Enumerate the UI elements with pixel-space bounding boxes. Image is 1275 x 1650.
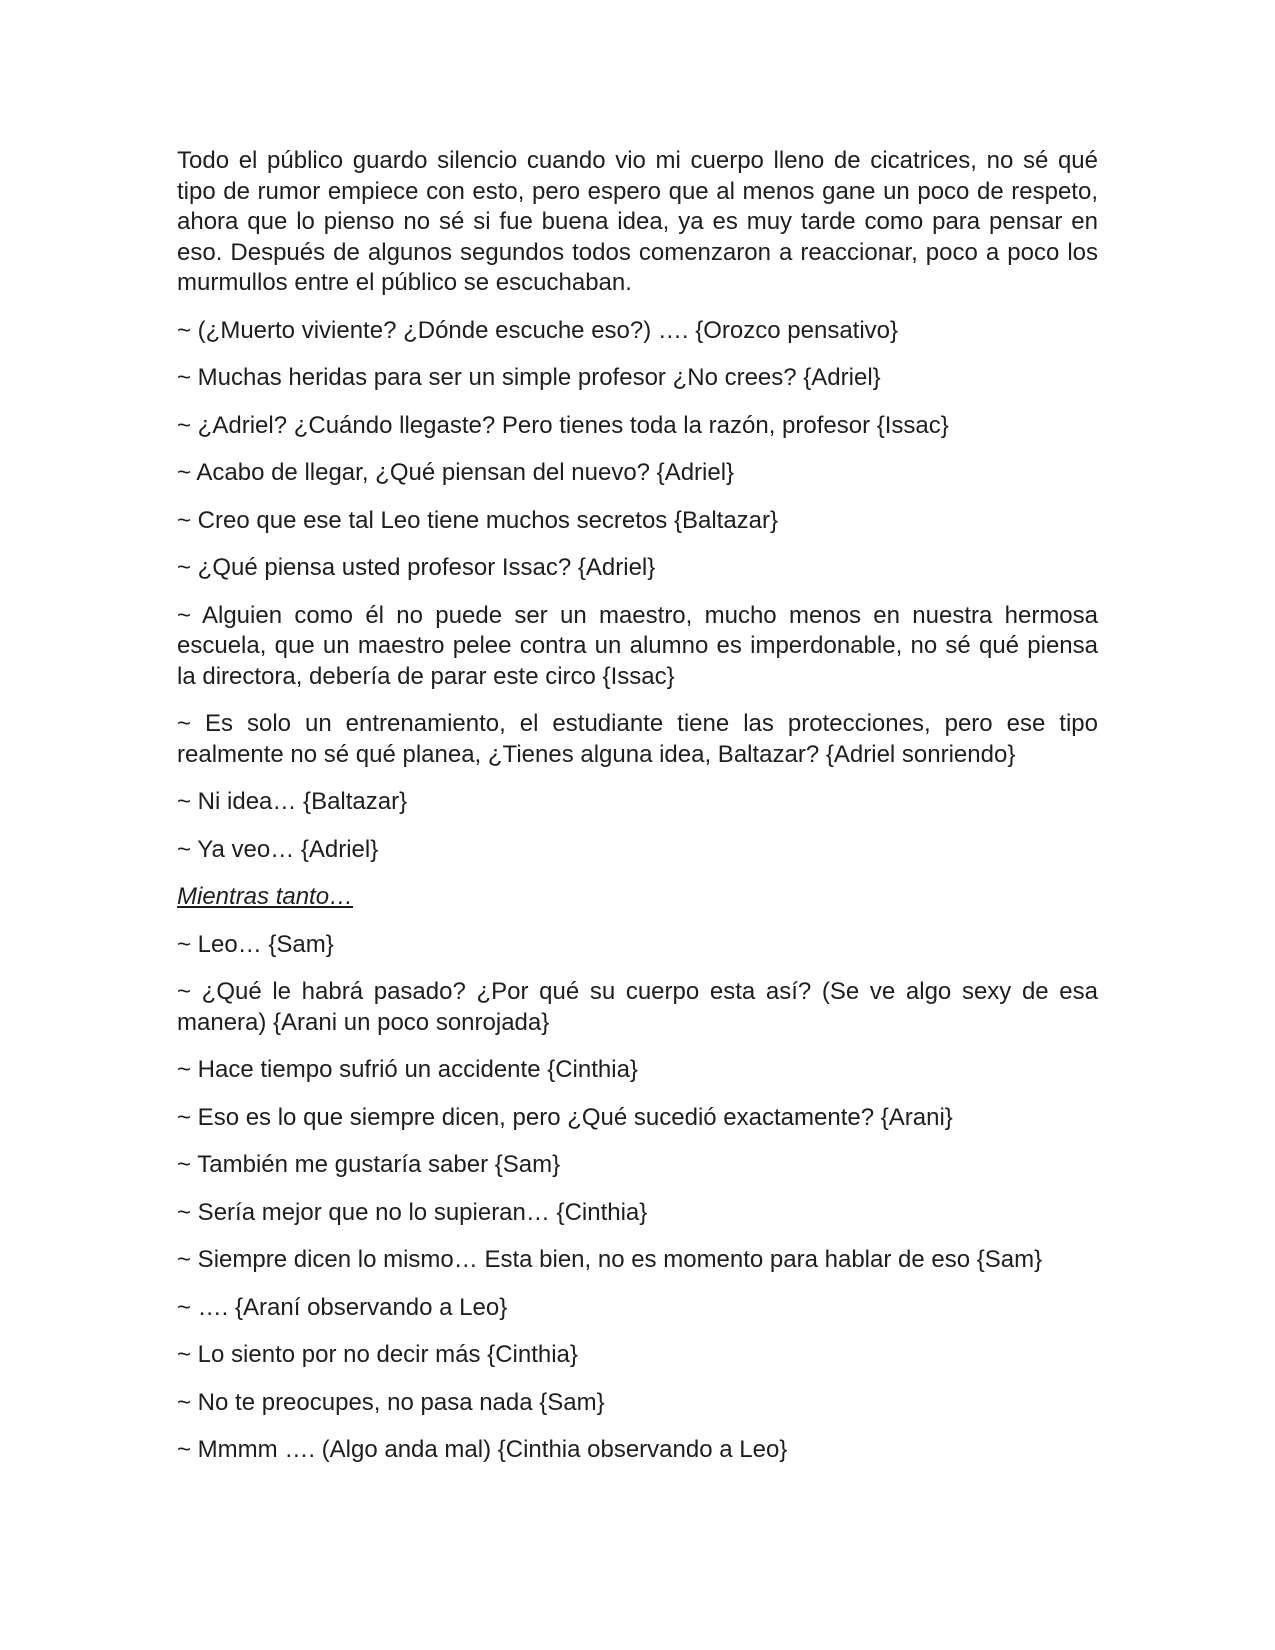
- dialogue-line: ~ Mmmm …. (Algo anda mal) {Cinthia observando a Leo}: [177, 1436, 788, 1463]
- dialogue-line: ~ ¿Adriel? ¿Cuándo llegaste? Pero tienes toda la razón, profesor {Issac}: [177, 411, 949, 439]
- dialogue-line: ~ Lo siento por no decir más {Cinthia}: [177, 1341, 578, 1368]
- dialogue-paragraph: ~ Alguien como él no puede ser un maestro, mucho menos en nuestra hermosa escuela, que un maestro pelee contra un alumno es imperdonable, no sé qué piensa la directora, debería de parar este circo {Issac}: [177, 601, 1098, 690]
- dialogue-paragraph: ~ ¿Qué le habrá pasado? ¿Por qué su cuerpo esta así? (Se ve algo sexy de esa manera) {Arani un poco sonrojada}: [177, 978, 1098, 1036]
- dialogue-line: ~ Ya veo… {Adriel}: [177, 835, 379, 863]
- dialogue-line: ~ Acabo de llegar, ¿Qué piensan del nuevo? {Adriel}: [177, 459, 735, 486]
- dialogue-line: ~ Creo que ese tal Leo tiene muchos secretos {Baltazar}: [177, 506, 779, 534]
- scene-break-heading: Mientras tanto…: [177, 883, 354, 910]
- dialogue-line: ~ También me gustaría saber {Sam}: [177, 1151, 561, 1178]
- dialogue-line: ~ Sería mejor que no lo supieran… {Cinthia}: [177, 1198, 648, 1226]
- document-body: [177, 146, 1098, 1483]
- dialogue-line: ~ (¿Muerto viviente? ¿Dónde escuche eso?) …. {Orozco pensativo}: [177, 316, 899, 344]
- dialogue-line: ~ No te preocupes, no pasa nada {Sam}: [177, 1388, 605, 1416]
- dialogue-line: ~ Ni idea… {Baltazar}: [177, 788, 408, 815]
- dialogue-line: ~ Muchas heridas para ser un simple profesor ¿No crees? {Adriel}: [177, 364, 881, 391]
- dialogue-paragraph: ~ Es solo un entrenamiento, el estudiante tiene las protecciones, pero ese tipo realmente no sé qué planea, ¿Tienes alguna idea, Baltazar? {Adriel sonriendo}: [177, 710, 1098, 768]
- dialogue-line: ~ Siempre dicen lo mismo… Esta bien, no es momento para hablar de eso {Sam}: [177, 1246, 1043, 1273]
- dialogue-line: ~ …. {Araní observando a Leo}: [177, 1293, 508, 1321]
- dialogue-line: ~ Hace tiempo sufrió un accidente {Cinthia}: [177, 1056, 638, 1083]
- opening-paragraph: Todo el público guardo silencio cuando vio mi cuerpo lleno de cicatrices, no sé qué tipo de rumor empiece con esto, pero espero que al menos gane un poco de respeto, ahora que lo pienso no sé si fue buena idea, ya es muy tarde como para pensar en eso. Después de algunos segundos todos comenzaron a reaccionar, poco a poco los murmullos entre el público se escuchaban.: [177, 147, 1098, 296]
- dialogue-line: ~ Leo… {Sam}: [177, 930, 334, 958]
- dialogue-line: ~ Eso es lo que siempre dicen, pero ¿Qué sucedió exactamente? {Arani}: [177, 1103, 953, 1131]
- dialogue-line: ~ ¿Qué piensa usted profesor Issac? {Adriel}: [177, 554, 656, 581]
